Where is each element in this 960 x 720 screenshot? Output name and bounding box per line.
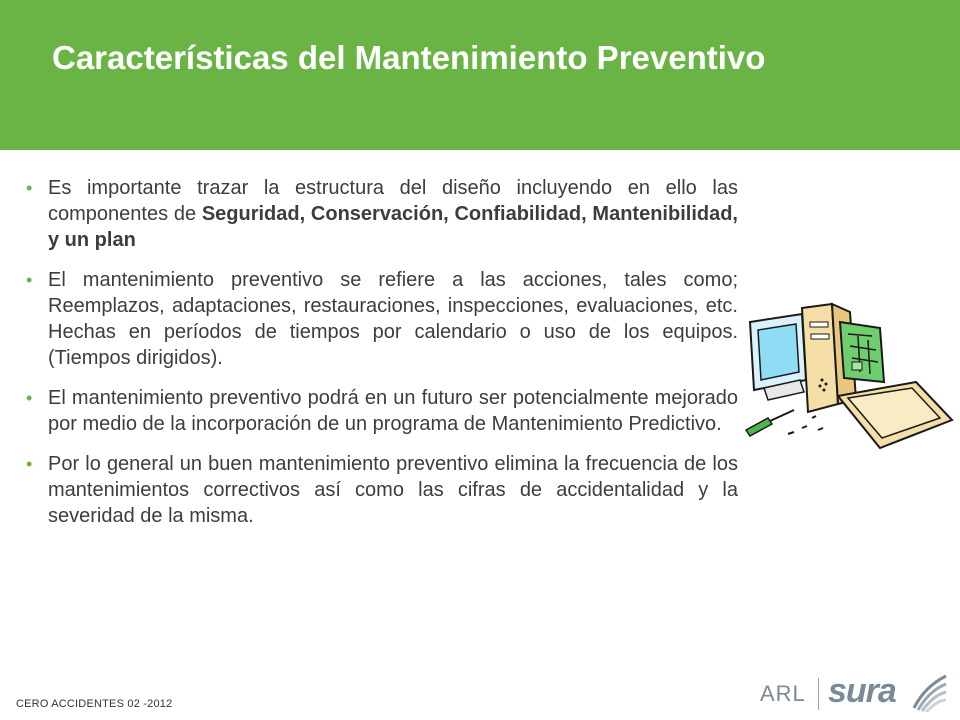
footer-text: CERO ACCIDENTES 02 -2012 [16, 698, 173, 710]
bullet-text: Es importante trazar la estructura del diseño incluyendo en ello las componentes de [48, 177, 738, 225]
bullet-text: El mantenimiento preventivo se refiere a las acciones, tales como; Reemplazos, adaptaciones, restauraciones, inspecciones, evaluaciones, etc. Hechas en períodos de tiempos por calendario o uso de los equipos. (Tiempos dirigidos). [48, 269, 738, 369]
bullet-list [22, 175, 738, 543]
bullet-item [22, 385, 738, 437]
bullet-bold-text: Seguridad, Conservación, Confiabilidad, Mantenibilidad, y un plan [48, 203, 738, 251]
logo-arl-text: ARL [760, 681, 806, 706]
sura-leaf-logo-icon [760, 670, 950, 715]
bullet-dot: • [26, 454, 33, 474]
circuit-board-icon [840, 322, 884, 382]
leaf-stripes-icon [910, 672, 948, 712]
monitor-icon [750, 314, 806, 400]
bullet-dot: • [26, 388, 33, 408]
bullet-item [22, 267, 738, 371]
computer-repair-clipart-icon [740, 300, 955, 455]
logo-separator [818, 678, 819, 710]
bullet-dot: • [26, 178, 33, 198]
screwdriver-icon [746, 410, 794, 436]
title-bar [0, 0, 960, 150]
bullet-item [22, 175, 738, 253]
bullet-item [22, 451, 738, 529]
slide-title: Características del Mantenimiento Preventivo [52, 39, 766, 76]
bullet-dot: • [26, 270, 33, 290]
logo-brand-text: sura [828, 672, 896, 710]
screws-icon [788, 416, 823, 434]
bullet-text: El mantenimiento preventivo podrá en un futuro ser potencialmente mejorado por medio de la incorporación de un programa de Mantenimiento Predictivo. [48, 387, 738, 435]
bullet-text: Por lo general un buen mantenimiento preventivo elimina la frecuencia de los mantenimientos correctivos así como las cifras de accidentalidad y la severidad de la misma. [48, 453, 738, 527]
